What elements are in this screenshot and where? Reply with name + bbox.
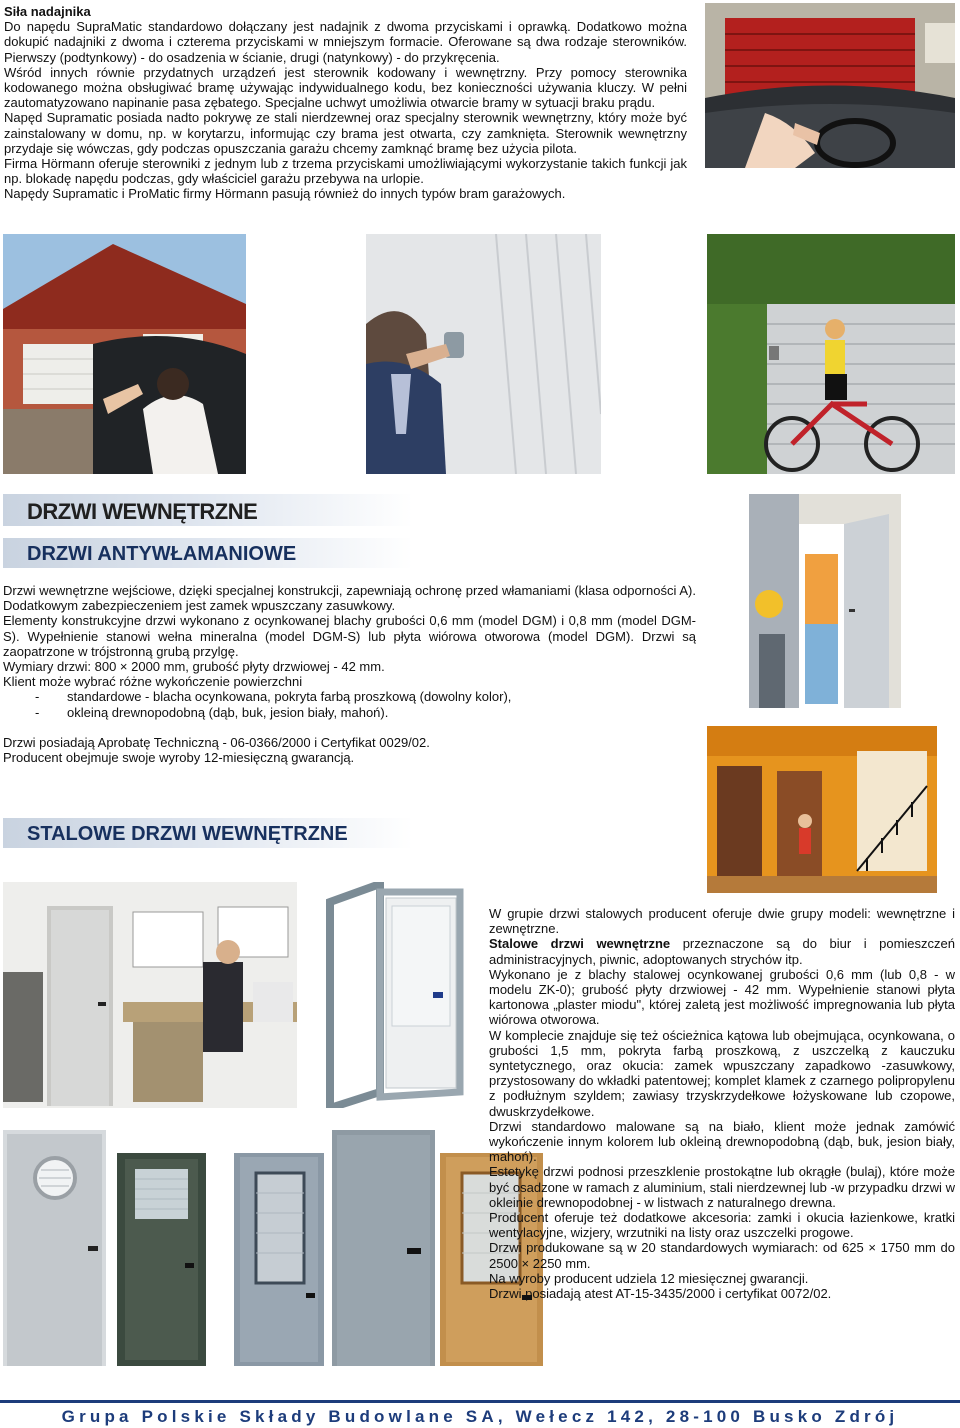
section1-paragraph: Drzwi wewnętrzne wejściowe, dzięki specjalnej konstrukcji, zapewniają ochronę przed włamaniami (klasa odporności A). Dodatkowym zabezpieczeniem jest zamek wpuszczany zasuwkowy.: [3, 583, 696, 614]
photo-workshop-door: [3, 882, 297, 1108]
section2-paragraph-lead: [489, 936, 955, 966]
intro-text-block: [4, 4, 687, 202]
photo-house-with-car-art: [3, 234, 246, 474]
intro-paragraph: Napęd Supramatic posiada nadto pokrywę ze stali nierdzewnej oraz specjalny sterownik wewnętrzny, który może być zainstalowany w domu, np. w korytarzu, informując czy brama jest otwarta, czy zamknięta. Sterownik wewnętrzny przydaje się wówczas, gdy podczas opuszczania garażu chcemy zamknąć bramę bez użycia pilota.: [4, 110, 687, 156]
footer-company-address: Grupa Polskie Składy Budowlane SA, Wełecz 142, 28-100 Busko Zdrój: [61, 1407, 899, 1426]
photo-man-keypad-art: [366, 234, 601, 474]
intro-paragraph: Firma Hörmann oferuje sterowniki z jednym lub z trzema przyciskami umożliwiającymi wykorzystanie takich funkcji jak np. blokadę napędu podczas, gdy właściciel garażu przebywa na urlopie.: [4, 156, 687, 187]
section-header-anti-burglary: [3, 538, 413, 568]
photo-red-garage-door-art: [705, 3, 955, 168]
photo-workshop-door-art: [3, 882, 297, 1108]
photo-door-steel-glass: [234, 1153, 324, 1366]
photo-door-porthole-art: [3, 1130, 106, 1366]
photo-door-dark-green: [117, 1153, 206, 1366]
section-header-text: DRZWI WEWNĘTRZNE: [27, 499, 258, 524]
section2-paragraph: Drzwi produkowane są w 20 standardowych wymiarach: od 625 × 1750 mm do 2500 × 2250 mm.: [489, 1240, 955, 1271]
photo-door-frame: [320, 882, 467, 1108]
section-header-internal-doors: [3, 494, 413, 526]
intro-paragraph: Napędy Supramatic i ProMatic firmy Hörmann pasują również do innych typów bram garażowych.: [4, 186, 566, 202]
section1-paragraph: Producent obejmuje swoje wyroby 12-miesięczną gwarancją.: [3, 750, 355, 766]
photo-door-steel-glass-art: [234, 1153, 324, 1366]
photo-orange-hallway: [707, 726, 937, 893]
photo-man-keypad: [366, 234, 601, 474]
list-item: - okleiną drewnopodobną (dąb, buk, jesion biały, mahoń).: [3, 705, 696, 720]
section1-paragraph: Drzwi posiadają Aprobatę Techniczną - 06-0366/2000 i Certyfikat 0029/02.: [3, 734, 430, 750]
section1-text: [3, 583, 696, 765]
section2-paragraph: Estetykę drzwi podnosi przeszklenie prostokątne lub okrągłe (bulaj), które może być osadzone w ramach z aluminium, stali nierdzewnej lub -w przypadku drzwi w okleinie drewnopodobnej - w listwach z naturalnego drewna.: [489, 1164, 955, 1210]
photo-door-porthole: [3, 1130, 106, 1366]
section1-paragraph: Elementy konstrukcyjne drzwi wykonano z ocynkowanej blachy grubości 0,6 mm (model DGM) i 0,8 mm (model DGM-S). Wypełnienie stanowi wełna mineralna (model DGM-S) lub płyta wiórowa otworowa (model DGM). Drzwi są zaopatrzone w trójstronną grubą przylgę.: [3, 613, 696, 659]
photo-cyclist-garage: [707, 234, 955, 474]
intro-paragraph: Do napędu SupraMatic standardowo dołączany jest nadajnik z dwoma przyciskami i oprawką. Dodatkowo można dokupić nadajniki z dwoma i czterema przyciskami w mniejszym formacie. Oferowane są dwa rodzaje sterowników. Pierwszy (podtynkowy) - do osadzenia w ścianie, drugi (natynkowy) - do przykręcenia.: [4, 19, 687, 65]
photo-cyclist-garage-art: [707, 234, 955, 474]
section2-paragraph: Drzwi posiadają atest AT-15-3435/2000 i certyfikat 0072/02.: [489, 1286, 832, 1302]
section-header-text: STALOWE DRZWI WEWNĘTRZNE: [27, 823, 348, 845]
page-footer: [0, 1400, 960, 1428]
section2-paragraph: przeznaczone są do biur i pomieszczeń administracyjnych, piwnic, adoptowanych strychów itp.: [489, 936, 956, 967]
section2-paragraph: Na wyroby producent udziela 12 miesięcznej gwarancji.: [489, 1270, 809, 1286]
photo-open-door-garage-art: [749, 494, 901, 708]
photo-door-grey-plain: [332, 1130, 435, 1366]
section2-paragraph: Producent oferuje też dodatkowe akcesoria: zamki i okucia łazienkowe, kratki wentylacyjne, wizjery, wrzutniki na listy oraz uszczelki progowe.: [489, 1210, 955, 1241]
section-header-steel-doors: [3, 818, 413, 848]
section1-paragraph: Klient może wybrać różne wykończenie powierzchni: [3, 674, 303, 690]
section2-paragraph: Wykonano je z blachy stalowej ocynkowanej grubości 0,6 mm (lub 0,8 - w modelu ZK-0); grubość płyty drzwiowej - 42 mm. Wypełnienie stanowi płyta kartonowa „plaster miodu", której zaletą jest możliwość impregnowania lub płyta wiórowa otworowa.: [489, 966, 955, 1028]
photo-red-garage-door: [705, 3, 955, 168]
section2-bold-lead: Stalowe drzwi wewnętrzne: [489, 936, 671, 952]
photo-door-frame-art: [320, 882, 467, 1108]
section2-text: [489, 906, 955, 1301]
section2-paragraph: W komplecie znajduje się też ościeżnica kątowa lub obejmująca, ocynkowana, o grubości 1,5 mm, pokryta farbą proszkową, z uszczelką z kauczuku syntetycznego, oraz okucia: zamek wpuszczany zapadkowo -zasuwkowy, przystosowany do wkładki patentowej; komplet klamek z czarnego polipropylenu z podłużnym szyldem; zawiasy trzyskrzydełkowe łożyskowane lub czopowe, dwuskrzydełkowe.: [489, 1027, 955, 1119]
photo-open-door-garage: [749, 494, 901, 708]
photo-door-grey-plain-art: [332, 1130, 435, 1366]
section1-paragraph: Wymiary drzwi: 800 × 2000 mm, grubość płyty drzwiowej - 42 mm.: [3, 659, 385, 675]
section2-paragraph: W grupie drzwi stalowych producent oferuje dwie grupy modeli: wewnętrzne i zewnętrzne.: [489, 906, 955, 937]
photo-orange-hallway-art: [707, 726, 937, 893]
section-header-text: DRZWI ANTYWŁAMANIOWE: [27, 543, 297, 565]
photo-house-with-car: [3, 234, 246, 474]
section2-paragraph: Drzwi standardowo malowane są na biało, klient może jednak zamówić wykończenie innym kolorem lub okleiną drewnopodobną (dąb, buk, jesion biały, mahoń).: [489, 1118, 955, 1165]
photo-door-dark-green-art: [117, 1153, 206, 1366]
intro-title: Siła nadajnika: [4, 4, 91, 19]
intro-paragraph: Wśród innych równie przydatnych urządzeń jest sterownik kodowany i wewnętrzny. Przy pomocy sterownika kodowanego można obsługiwać bramę używając indywidualnego kodu, bez konieczności używania kluczy. W pełni zautomatyzowano napinanie pasa zębatego. Specjalne uchwyt umożliwia otwarcie bramy w sytuacji braku prądu.: [4, 64, 687, 111]
finish-options-list: [3, 689, 696, 719]
list-item: - standardowe - blacha ocynkowana, pokryta farbą proszkową (dowolny kolor),: [3, 689, 696, 704]
